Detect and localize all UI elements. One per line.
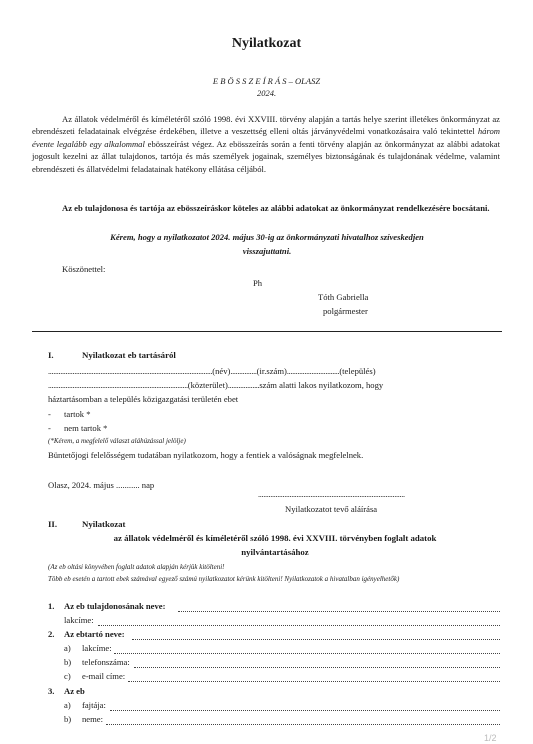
section-1-title: Nyilatkozat eb tartásáról bbox=[82, 350, 176, 360]
dog-sex-field[interactable] bbox=[106, 724, 500, 725]
dog-sex-label: neme: bbox=[82, 714, 103, 724]
item-2-number: 2. bbox=[48, 629, 55, 639]
option-footnote: (*Kérem, a megfelelő választ aláhúzással jelölje) bbox=[48, 437, 186, 445]
owner-address-field[interactable] bbox=[98, 625, 500, 626]
house-number-field[interactable]: .................. bbox=[227, 381, 260, 390]
town-field[interactable]: .............................. bbox=[286, 367, 340, 376]
subtitle: E B Ö S S Z E Í R Á S – OLASZ bbox=[212, 76, 321, 86]
intro-paragraph: Az állatok védelméről és kíméletéről szóló 1998. évi XXVIII. törvény alapján a tartás helye szerint illetékes önkormányzat az ebrendészeti feladatainak elvégzése érdekében, illetve a veszettség elleni oltás járványvédelmi vonatkozásaira való tekintettel három évente legalább egy alkalommal ebösszeírást végez. Az ebösszeírás során a fenti törvény alapján az önkormányzat az alábbi adatokat jogosult kezelni az állat tulajdonos, tartója és más személyek jogainak, személyes biztonságának és tulajdonának védelme, valamint ebrendészeti és állatvédelmi feladatainak hatékony ellátása céljából. bbox=[32, 114, 500, 174]
dog-breed-label: fajtája: bbox=[82, 700, 106, 710]
declarant-line-2: ................................................................................(közterület)..................szám alatti lakos nyilatkozom, hogy bbox=[48, 380, 384, 390]
signature-line[interactable]: .................................................................................... bbox=[258, 490, 405, 499]
item-1-number: 1. bbox=[48, 601, 55, 611]
dog-breed-field[interactable] bbox=[110, 710, 500, 711]
keeper-address-label: lakcíme: bbox=[82, 643, 112, 653]
keeper-email-field[interactable] bbox=[128, 681, 500, 682]
divider bbox=[32, 331, 502, 332]
year: 2024. bbox=[256, 88, 277, 98]
dog-sub-b-letter: b) bbox=[64, 714, 72, 724]
intro-emphasis: három évente legalább egy alkalommal bbox=[32, 126, 500, 149]
name-field[interactable]: .............................................................................................. bbox=[48, 367, 213, 376]
item-3-number: 3. bbox=[48, 686, 55, 696]
street-field[interactable]: ................................................................................ bbox=[48, 381, 188, 390]
keeper-name-field[interactable] bbox=[132, 639, 500, 640]
section-2-title: Nyilatkozat bbox=[82, 519, 126, 529]
request-line-2: visszajuttatni. bbox=[242, 246, 292, 256]
declarant-line-1: ..............................................................................................(név)...............(ir.szám)..............................(település) bbox=[48, 366, 376, 376]
criminal-statement: Büntetőjogi felelősségem tudatában nyilatkozom, hogy a fentiek a valóságnak megfelelnek. bbox=[48, 450, 364, 460]
keeper-phone-label: telefonszáma: bbox=[82, 657, 130, 667]
signature-label: Nyilatkozatot tevő aláírása bbox=[285, 504, 378, 514]
keeper-sub-c-letter: c) bbox=[64, 671, 71, 681]
dog-label: Az eb bbox=[64, 686, 85, 696]
thanks: Köszönettel: bbox=[62, 264, 106, 274]
keeper-address-field[interactable] bbox=[114, 653, 500, 654]
keeper-phone-field[interactable] bbox=[134, 667, 500, 668]
section-2-number: II. bbox=[48, 519, 58, 529]
section-2-subtitle-2: nyilvántartásához bbox=[241, 547, 309, 557]
declarant-line-3: háztartásomban a település közigazgatási területén ebet bbox=[48, 394, 239, 404]
signer-name: Tóth Gabriella bbox=[318, 292, 369, 302]
owner-name-label: Az eb tulajdonosának neve: bbox=[64, 601, 166, 611]
option-dash-1: - bbox=[48, 409, 51, 419]
section-2-subtitle-1: az állatok védelméről és kíméletéről szóló 1998. évi XXVIII. törvényben foglalt adatok bbox=[113, 533, 437, 543]
option-no-dog[interactable]: nem tartok * bbox=[64, 423, 108, 433]
stamp-placeholder: Ph bbox=[253, 278, 263, 288]
date-line[interactable]: Olasz, 2024. május ........... nap bbox=[48, 480, 155, 490]
keeper-email-label: e-mail címe: bbox=[82, 671, 126, 681]
document-title: Nyilatkozat bbox=[231, 36, 302, 51]
section-1-number: I. bbox=[48, 350, 54, 360]
signer-title: polgármester bbox=[323, 306, 368, 316]
owner-address-label: lakcíme: bbox=[64, 615, 94, 625]
dog-sub-a-letter: a) bbox=[64, 700, 71, 710]
intro-obligation: Az eb tulajdonosa és tartója az ebösszeíráskor köteles az alábbi adatokat az önkormányzat rendelkezésére bocsátani. bbox=[62, 203, 490, 213]
keeper-sub-a-letter: a) bbox=[64, 643, 71, 653]
page-number: 1/2 bbox=[484, 733, 497, 743]
section-2-note-2: Több eb esetén a tartott ebek számával egyező számú nyilatkozatot kérünk kitölteni! Nyilatkozatok a hivatalban igényelhetők) bbox=[48, 575, 400, 583]
request-line-1: Kérem, hogy a nyilatkozatot 2024. május 30-ig az önkormányzati hivatalhoz szíveskedjen bbox=[110, 232, 424, 242]
keeper-name-label: Az ebtartó neve: bbox=[64, 629, 125, 639]
section-2-note-1: (Az eb oltási könyvében foglalt adatok alapján kérjük kitölteni! bbox=[48, 563, 225, 571]
option-dash-2: - bbox=[48, 423, 51, 433]
keeper-sub-b-letter: b) bbox=[64, 657, 72, 667]
zip-field[interactable]: ............... bbox=[230, 367, 257, 376]
owner-name-field[interactable] bbox=[178, 611, 500, 612]
option-keeps-dog[interactable]: tartok * bbox=[64, 409, 91, 419]
